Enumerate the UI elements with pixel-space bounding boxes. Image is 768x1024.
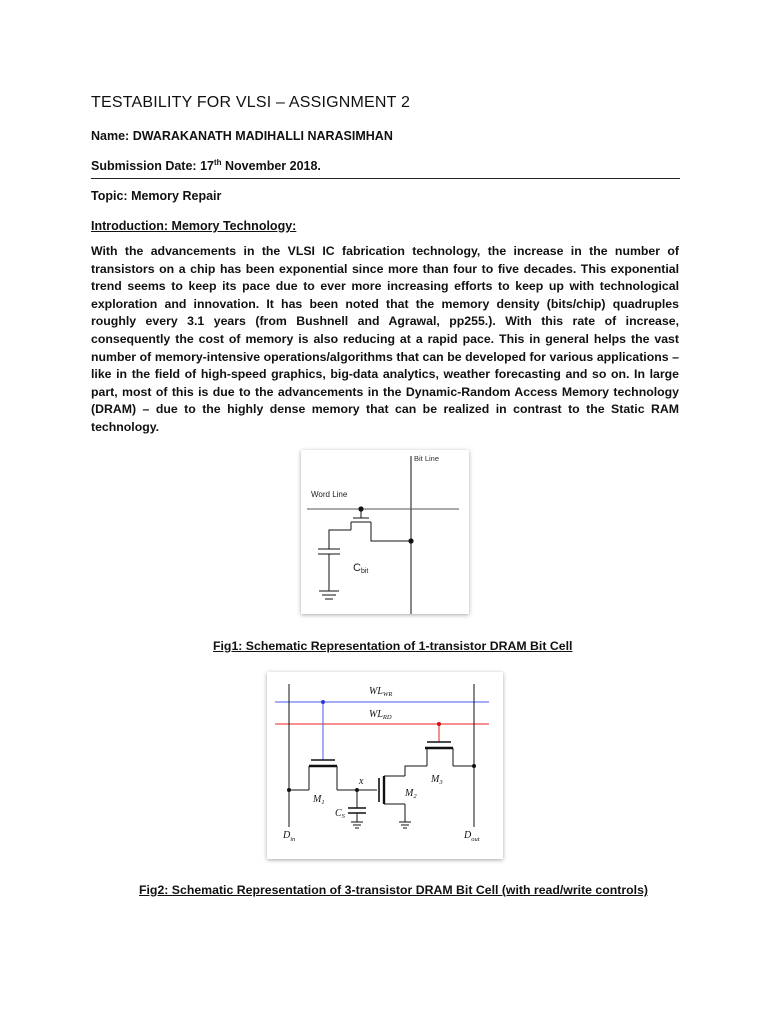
m1-label: $M_1$ — [313, 794, 325, 806]
capacitor-label: Cbit — [353, 562, 369, 575]
topic-value: Memory Repair — [131, 189, 222, 203]
word-line-junction-dot — [358, 506, 363, 511]
m3-label: $M_3$ — [431, 774, 443, 786]
din-label: $D_{in}$ — [283, 830, 296, 843]
topic-line — [91, 189, 221, 203]
figure-1-dram-1t-cell — [301, 450, 469, 614]
node-x-label: x — [359, 776, 364, 787]
name-label: Name: — [91, 129, 130, 143]
figure-2-dram-3t-cell — [267, 672, 503, 859]
submission-day: 17 — [200, 159, 214, 174]
dout-label: $D_{out}$ — [464, 830, 480, 843]
figure-1-caption: Fig1: Schematic Representation of 1-transistor DRAM Bit Cell — [213, 639, 573, 653]
figure-2-schematic — [267, 672, 503, 859]
figure-1-schematic — [301, 450, 469, 614]
cs-label: $C_S$ — [335, 808, 345, 820]
topic-label: Topic: — [91, 189, 128, 203]
author-line — [91, 129, 393, 143]
bit-line-junction-dot — [408, 538, 413, 543]
wl-wr-label: $WL_{WR}$ — [369, 686, 393, 698]
intro-paragraph: With the advancements in the VLSI IC fabrication technology, the increase in the number of transistors on a chip has been exponential since more than four to five decades. This exponential trend seems to keep its pace due to ever more increasing efforts to keep up with technological exploration and innovation. It has been noted that the memory density (bits/chip) quadruples roughly every 3.1 years (from Bushnell and Agrawal, pp255.). With this rate of increase, consequently the cost of memory is also reducing at a rapid pace. This in general helps the vast number of memory-intensive operations/algorithms that can be developed for various applications – like in the field of high-speed graphics, big-data analytics, weather forecasting and so on. In large part, most of this is due to the advancements in the Dynamic-Random Access Memory technology (DRAM) – due to the highly dense memory that can be realized in contrast to the Static RAM technology. — [91, 244, 679, 434]
intro-heading: Introduction: Memory Technology: — [91, 219, 297, 233]
submission-date-line — [91, 158, 321, 173]
document-title: TESTABILITY FOR VLSI – ASSIGNMENT 2 — [91, 94, 411, 111]
submission-rest: November 2018. — [225, 159, 321, 174]
m2-label: $M_2$ — [405, 788, 417, 800]
bit-line-label: Bit Line — [414, 454, 440, 463]
word-line-label: Word Line — [311, 490, 348, 499]
wl-rd-label: $WL_{RD}$ — [369, 709, 392, 721]
submission-day-suffix: th — [213, 158, 222, 167]
submission-label: Submission Date: — [91, 159, 197, 174]
figure-2-caption: Fig2: Schematic Representation of 3-transistor DRAM Bit Cell (with read/write controls) — [139, 883, 649, 897]
header-divider — [91, 178, 680, 179]
author-name: DWARAKANATH MADIHALLI NARASIMHAN — [132, 129, 393, 143]
